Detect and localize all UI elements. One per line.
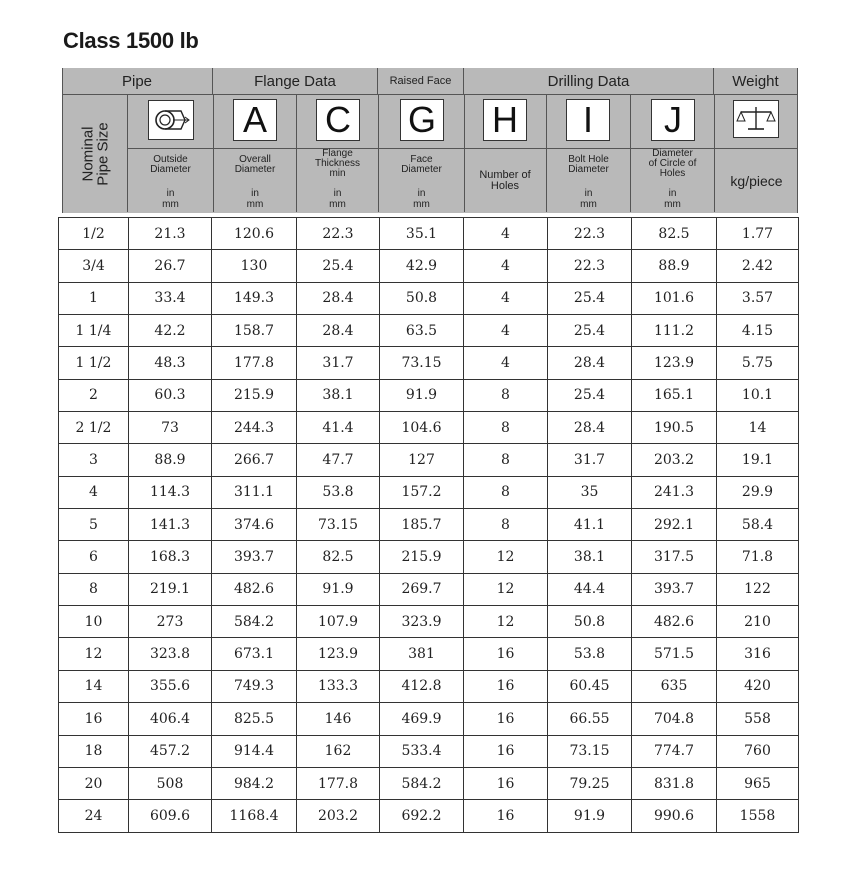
table-cell: 28.4 xyxy=(297,315,380,347)
table-cell: 914.4 xyxy=(212,735,297,767)
table-cell: 42.2 xyxy=(129,315,212,347)
nominal-pipe-size-header xyxy=(65,96,127,212)
unit-label: in mm xyxy=(246,188,264,210)
table-cell: 8 xyxy=(464,509,548,541)
table-cell: 24 xyxy=(59,800,129,832)
weight-unit-label: kg/piece xyxy=(730,173,783,189)
table-cell: 4 xyxy=(464,347,548,379)
table-cell: 4 xyxy=(59,476,129,508)
table-cell: 41.1 xyxy=(548,509,632,541)
table-cell: 406.4 xyxy=(129,703,212,735)
table-cell: 412.8 xyxy=(380,670,464,702)
table-cell: 114.3 xyxy=(129,476,212,508)
table-cell: 35.1 xyxy=(380,218,464,250)
table-cell: 165.1 xyxy=(632,379,717,411)
table-cell: 91.9 xyxy=(297,573,380,605)
unit-label: in mm xyxy=(329,188,346,210)
table-cell: 31.7 xyxy=(297,347,380,379)
table-cell: 584.2 xyxy=(212,606,297,638)
table-cell: 60.45 xyxy=(548,670,632,702)
table-cell: 323.9 xyxy=(380,606,464,638)
table-cell: 157.2 xyxy=(380,476,464,508)
table-cell: 774.7 xyxy=(632,735,717,767)
table-cell: 8 xyxy=(464,444,548,476)
table-cell: 533.4 xyxy=(380,735,464,767)
table-cell: 177.8 xyxy=(297,767,380,799)
nominal-label-line2: Pipe Size xyxy=(95,122,112,186)
table-cell: 482.6 xyxy=(632,606,717,638)
table-cell: 760 xyxy=(717,735,799,767)
table-row xyxy=(59,573,799,605)
letter-c-icon: C xyxy=(316,99,360,141)
table-row xyxy=(59,412,799,444)
table-cell: 203.2 xyxy=(632,444,717,476)
table-cell: 749.3 xyxy=(212,670,297,702)
balance-scale-icon xyxy=(733,100,779,138)
table-cell: 311.1 xyxy=(212,476,297,508)
table-row xyxy=(59,703,799,735)
table-cell: 63.5 xyxy=(380,315,464,347)
table-cell: 149.3 xyxy=(212,282,297,314)
table-cell: 2 1/2 xyxy=(59,412,129,444)
table-cell: 355.6 xyxy=(129,670,212,702)
table-row xyxy=(59,735,799,767)
table-cell: 8 xyxy=(464,379,548,411)
letter-i-icon: I xyxy=(566,99,610,141)
table-cell: 673.1 xyxy=(212,638,297,670)
table-cell: 5.75 xyxy=(717,347,799,379)
letter-h-icon: H xyxy=(483,99,527,141)
table-cell: 10 xyxy=(59,606,129,638)
group-weight: Weight xyxy=(714,68,798,95)
letter-a-icon: A xyxy=(233,99,277,141)
table-cell: 177.8 xyxy=(212,347,297,379)
table-cell: 16 xyxy=(59,703,129,735)
table-cell: 215.9 xyxy=(380,541,464,573)
table-cell: 1 1/4 xyxy=(59,315,129,347)
table-cell: 50.8 xyxy=(380,282,464,314)
table-cell: 73.15 xyxy=(548,735,632,767)
table-cell: 210 xyxy=(717,606,799,638)
table-cell: 73.15 xyxy=(297,509,380,541)
table-cell: 482.6 xyxy=(212,573,297,605)
table-cell: 101.6 xyxy=(632,282,717,314)
table-cell: 1 xyxy=(59,282,129,314)
outside-diameter-label: Outside Diameter xyxy=(150,154,191,175)
table-row xyxy=(59,315,799,347)
table-row xyxy=(59,379,799,411)
table-cell: 107.9 xyxy=(297,606,380,638)
table-cell: 41.4 xyxy=(297,412,380,444)
table-cell: 42.9 xyxy=(380,250,464,282)
flange-thickness-label: Flange Thickness min xyxy=(314,148,360,179)
table-cell: 60.3 xyxy=(129,379,212,411)
table-cell: 1/2 xyxy=(59,218,129,250)
table-cell: 984.2 xyxy=(212,767,297,799)
table-cell: 20 xyxy=(59,767,129,799)
table-cell: 31.7 xyxy=(548,444,632,476)
table-cell: 831.8 xyxy=(632,767,717,799)
letter-j-icon: J xyxy=(651,99,695,141)
flange-data-table xyxy=(58,217,799,833)
table-cell: 18 xyxy=(59,735,129,767)
table-row xyxy=(59,670,799,702)
table-cell: 16 xyxy=(464,638,548,670)
table-cell: 558 xyxy=(717,703,799,735)
table-cell: 25.4 xyxy=(548,315,632,347)
table-cell: 122 xyxy=(717,573,799,605)
table-row xyxy=(59,638,799,670)
table-cell: 44.4 xyxy=(548,573,632,605)
table-cell: 120.6 xyxy=(212,218,297,250)
table-cell: 1558 xyxy=(717,800,799,832)
table-cell: 14 xyxy=(59,670,129,702)
unit-label: in mm xyxy=(580,188,597,210)
table-cell: 469.9 xyxy=(380,703,464,735)
table-cell: 14 xyxy=(717,412,799,444)
table-row xyxy=(59,250,799,282)
table-cell: 8 xyxy=(464,412,548,444)
table-cell: 12 xyxy=(59,638,129,670)
table-cell: 269.7 xyxy=(380,573,464,605)
table-cell: 3/4 xyxy=(59,250,129,282)
table-cell: 16 xyxy=(464,670,548,702)
table-cell: 3.57 xyxy=(717,282,799,314)
unit-label: in mm xyxy=(162,188,179,210)
table-cell: 317.5 xyxy=(632,541,717,573)
table-cell: 316 xyxy=(717,638,799,670)
table-cell: 4 xyxy=(464,250,548,282)
table-cell: 73.15 xyxy=(380,347,464,379)
table-cell: 584.2 xyxy=(380,767,464,799)
table-row xyxy=(59,282,799,314)
table-cell: 28.4 xyxy=(548,412,632,444)
table-cell: 990.6 xyxy=(632,800,717,832)
table-cell: 215.9 xyxy=(212,379,297,411)
table-cell: 571.5 xyxy=(632,638,717,670)
table-cell: 91.9 xyxy=(548,800,632,832)
table-cell: 48.3 xyxy=(129,347,212,379)
table-row xyxy=(59,509,799,541)
table-row xyxy=(59,800,799,832)
group-pipe: Pipe xyxy=(62,68,213,95)
table-cell: 374.6 xyxy=(212,509,297,541)
table-cell: 16 xyxy=(464,703,548,735)
table-cell: 25.4 xyxy=(297,250,380,282)
table-cell: 82.5 xyxy=(632,218,717,250)
bolt-hole-diameter-label: Bolt Hole Diameter xyxy=(568,154,609,175)
group-raised-face: Raised Face xyxy=(378,68,464,95)
table-cell: 47.7 xyxy=(297,444,380,476)
table-cell: 28.4 xyxy=(548,347,632,379)
table-cell: 58.4 xyxy=(717,509,799,541)
table-cell: 381 xyxy=(380,638,464,670)
table-cell: 4.15 xyxy=(717,315,799,347)
table-cell: 4 xyxy=(464,218,548,250)
table-cell: 168.3 xyxy=(129,541,212,573)
table-cell: 4 xyxy=(464,315,548,347)
table-cell: 825.5 xyxy=(212,703,297,735)
table-cell: 635 xyxy=(632,670,717,702)
table-cell: 133.3 xyxy=(297,670,380,702)
table-cell: 185.7 xyxy=(380,509,464,541)
table-row xyxy=(59,767,799,799)
table-cell: 26.7 xyxy=(129,250,212,282)
table-cell: 91.9 xyxy=(380,379,464,411)
table-cell: 162 xyxy=(297,735,380,767)
pipe-outside-diameter-icon xyxy=(148,100,194,140)
table-cell: 609.6 xyxy=(129,800,212,832)
table-cell: 8 xyxy=(59,573,129,605)
table-cell: 127 xyxy=(380,444,464,476)
table-cell: 1.77 xyxy=(717,218,799,250)
table-row xyxy=(59,347,799,379)
table-cell: 190.5 xyxy=(632,412,717,444)
table-cell: 73 xyxy=(129,412,212,444)
table-cell: 16 xyxy=(464,735,548,767)
table-cell: 88.9 xyxy=(632,250,717,282)
table-cell: 2.42 xyxy=(717,250,799,282)
table-cell: 141.3 xyxy=(129,509,212,541)
table-cell: 33.4 xyxy=(129,282,212,314)
table-cell: 704.8 xyxy=(632,703,717,735)
table-cell: 16 xyxy=(464,767,548,799)
table-cell: 111.2 xyxy=(632,315,717,347)
table-cell: 21.3 xyxy=(129,218,212,250)
table-cell: 393.7 xyxy=(212,541,297,573)
table-row xyxy=(59,606,799,638)
table-cell: 53.8 xyxy=(297,476,380,508)
nominal-label-line1: Nominal xyxy=(80,126,97,182)
group-flange-data: Flange Data xyxy=(213,68,378,95)
table-cell: 420 xyxy=(717,670,799,702)
table-cell: 130 xyxy=(212,250,297,282)
circle-of-holes-label: Diameter of Circle of Holes xyxy=(648,148,697,179)
table-cell: 4 xyxy=(464,282,548,314)
table-cell: 29.9 xyxy=(717,476,799,508)
table-cell: 292.1 xyxy=(632,509,717,541)
table-cell: 10.1 xyxy=(717,379,799,411)
page-title: Class 1500 lb xyxy=(63,28,199,53)
table-cell: 2 xyxy=(59,379,129,411)
table-cell: 104.6 xyxy=(380,412,464,444)
table-cell: 158.7 xyxy=(212,315,297,347)
table-cell: 66.55 xyxy=(548,703,632,735)
table-cell: 25.4 xyxy=(548,282,632,314)
group-drilling-data: Drilling Data xyxy=(464,68,714,95)
table-cell: 71.8 xyxy=(717,541,799,573)
table-cell: 8 xyxy=(464,476,548,508)
table-cell: 508 xyxy=(129,767,212,799)
table-cell: 1 1/2 xyxy=(59,347,129,379)
table-row xyxy=(59,476,799,508)
table-cell: 35 xyxy=(548,476,632,508)
table-cell: 273 xyxy=(129,606,212,638)
table-cell: 22.3 xyxy=(548,218,632,250)
table-cell: 28.4 xyxy=(297,282,380,314)
table-cell: 146 xyxy=(297,703,380,735)
overall-diameter-label: Overall Diameter xyxy=(234,154,276,175)
table-cell: 6 xyxy=(59,541,129,573)
table-cell: 19.1 xyxy=(717,444,799,476)
table-cell: 244.3 xyxy=(212,412,297,444)
table-cell: 53.8 xyxy=(548,638,632,670)
table-cell: 241.3 xyxy=(632,476,717,508)
table-cell: 1168.4 xyxy=(212,800,297,832)
table-cell: 82.5 xyxy=(297,541,380,573)
table-cell: 12 xyxy=(464,573,548,605)
table-cell: 12 xyxy=(464,606,548,638)
table-cell: 50.8 xyxy=(548,606,632,638)
table-cell: 12 xyxy=(464,541,548,573)
table-cell: 393.7 xyxy=(632,573,717,605)
table-cell: 79.25 xyxy=(548,767,632,799)
table-cell: 22.3 xyxy=(297,218,380,250)
number-of-holes-label: Number of Holes xyxy=(479,169,531,192)
unit-label: in mm xyxy=(413,188,430,210)
table-cell: 266.7 xyxy=(212,444,297,476)
unit-label: in mm xyxy=(664,188,681,210)
table-cell: 38.1 xyxy=(297,379,380,411)
table-cell: 88.9 xyxy=(129,444,212,476)
table-cell: 22.3 xyxy=(548,250,632,282)
table-cell: 965 xyxy=(717,767,799,799)
table-cell: 38.1 xyxy=(548,541,632,573)
table-cell: 323.8 xyxy=(129,638,212,670)
letter-g-icon: G xyxy=(400,99,444,141)
table-cell: 5 xyxy=(59,509,129,541)
table-row xyxy=(59,218,799,250)
table-row xyxy=(59,541,799,573)
table-cell: 16 xyxy=(464,800,548,832)
table-row xyxy=(59,444,799,476)
face-diameter-label: Face Diameter xyxy=(401,154,442,175)
table-cell: 123.9 xyxy=(632,347,717,379)
table-cell: 203.2 xyxy=(297,800,380,832)
table-cell: 123.9 xyxy=(297,638,380,670)
table-cell: 3 xyxy=(59,444,129,476)
table-cell: 692.2 xyxy=(380,800,464,832)
table-cell: 219.1 xyxy=(129,573,212,605)
table-cell: 25.4 xyxy=(548,379,632,411)
table-cell: 457.2 xyxy=(129,735,212,767)
